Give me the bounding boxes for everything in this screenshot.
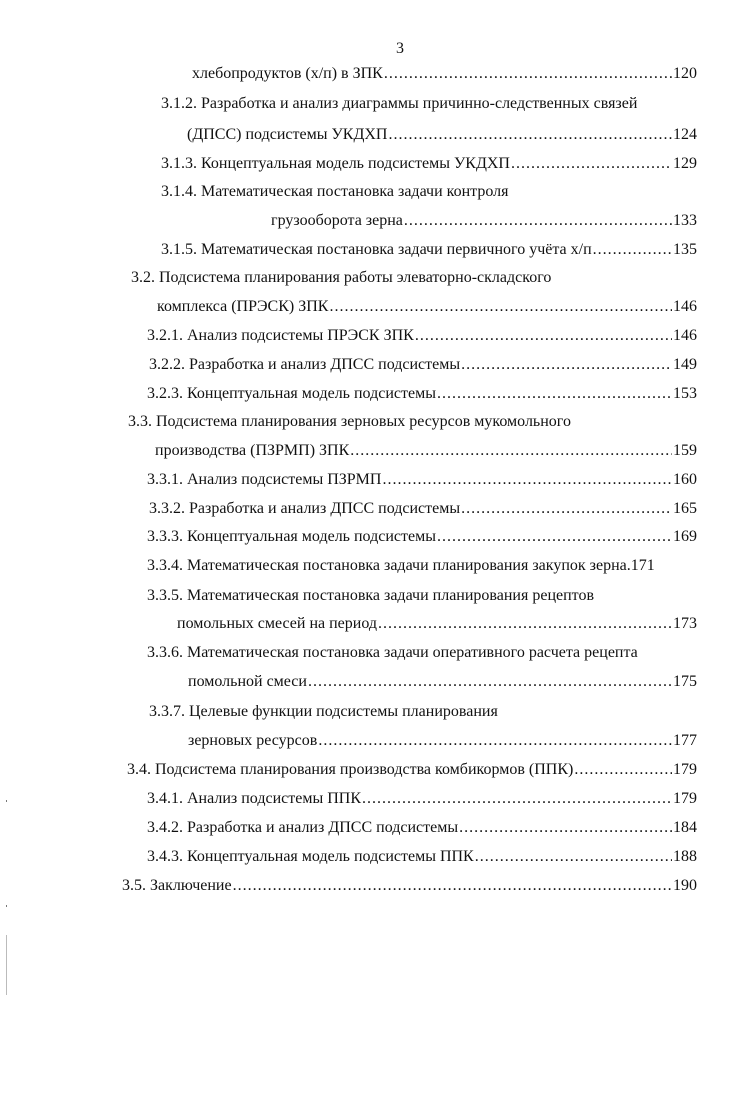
toc-leader <box>459 818 672 838</box>
toc-entry <box>188 731 697 751</box>
toc-entry <box>147 326 697 346</box>
toc-entry-title: 3.3.3. Концептуальная модель подсистемы <box>147 528 436 545</box>
toc-entry-page: 184 <box>673 819 697 836</box>
toc-entry-title: 3.4.1. Анализ подсистемы ППК <box>147 790 361 807</box>
toc-leader <box>388 125 672 145</box>
toc-entry-title: 3.4.2. Разработка и анализ ДПСС подсистемы <box>147 819 459 836</box>
toc-entry-page: 124 <box>673 126 697 143</box>
toc-leader <box>461 355 672 375</box>
scan-margin-mark <box>6 905 7 907</box>
toc-leader <box>318 731 672 751</box>
toc-entry <box>187 125 697 145</box>
toc-entry <box>161 154 697 174</box>
toc-entry-title: 3.5. Заключение <box>122 877 232 894</box>
toc-entry-page: 179 <box>673 761 697 778</box>
toc-entry <box>155 441 697 461</box>
toc-leader <box>308 672 672 692</box>
toc-entry-title: 3.3.4. Математическая постановка задачи планирования закупок зерна. <box>147 557 631 574</box>
toc-leader <box>384 64 672 84</box>
toc-entry-page: 146 <box>673 298 697 315</box>
toc-leader <box>329 297 672 317</box>
toc-entry <box>147 818 697 838</box>
toc-entry <box>147 789 697 809</box>
toc-leader <box>415 326 672 346</box>
toc-entry <box>188 672 697 692</box>
toc-entry <box>177 614 697 634</box>
toc-entry-page: 169 <box>673 528 697 545</box>
page-number: 3 <box>396 40 404 57</box>
toc-entry-title: комплекса (ПРЭСК) ЗПК <box>157 298 329 315</box>
toc-entry-title-line1: 3.2. Подсистема планирования работы элеваторно-складского <box>131 269 552 286</box>
toc-leader <box>362 789 672 809</box>
toc-entry-title: 3.2.2. Разработка и анализ ДПСС подсистемы <box>149 356 461 373</box>
toc-entry <box>147 527 697 547</box>
toc-entry <box>147 384 697 404</box>
toc-leader <box>475 847 672 867</box>
toc-entry-title-line1: 3.3. Подсистема планирования зерновых ресурсов мукомольного <box>128 413 571 430</box>
toc-entry-title-line1: 3.1.4. Математическая постановка задачи контроля <box>161 183 509 200</box>
toc-entry <box>271 211 697 231</box>
toc-leader <box>382 470 672 490</box>
scan-margin-mark <box>6 800 7 802</box>
toc-entry <box>149 499 697 519</box>
toc-entry-page: 159 <box>673 442 697 459</box>
toc-leader <box>404 211 672 231</box>
toc-entry-title-line1: 3.1.2. Разработка и анализ диаграммы причинно-следственных связей <box>161 95 638 112</box>
toc-entry <box>157 297 697 317</box>
toc-entry-title: 3.4. Подсистема планирования производства комбикормов (ППК) <box>127 761 574 778</box>
toc-entry-title-line1: 3.3.5. Математическая постановка задачи планирования рецептов <box>147 587 595 604</box>
toc-entry-title: 3.1.5. Математическая постановка задачи первичного учёта х/п <box>161 241 592 258</box>
toc-entry-title: производства (ПЗРМП) ЗПК <box>155 442 350 459</box>
toc-entry-page: 160 <box>673 471 697 488</box>
toc-entry-page: 120 <box>673 65 697 82</box>
toc-entry-title: хлебопродуктов (х/п) в ЗПК <box>192 65 383 82</box>
toc-entry-page: 179 <box>673 790 697 807</box>
toc-entry-title: 3.2.3. Концептуальная модель подсистемы <box>147 385 436 402</box>
toc-entry <box>122 876 697 896</box>
toc-entry-title: 3.4.3. Концептуальная модель подсистемы ППК <box>147 848 474 865</box>
toc-entry-page: 153 <box>673 385 697 402</box>
toc-entry <box>149 355 697 375</box>
toc-entry-title: 3.1.3. Концептуальная модель подсистемы УКДХП <box>161 155 510 172</box>
toc-leader <box>461 499 672 519</box>
toc-entry-page: 149 <box>673 356 697 373</box>
toc-entry <box>127 760 697 780</box>
toc-entry-title-line1: 3.3.6. Математическая постановка задачи оперативного расчета рецепта <box>147 644 638 661</box>
toc-entry-title: зерновых ресурсов <box>188 732 318 749</box>
toc-leader <box>593 240 672 260</box>
toc-entry <box>161 240 697 260</box>
toc-leader <box>437 384 672 404</box>
toc-entry <box>192 64 697 84</box>
toc-leader <box>350 441 672 461</box>
toc-entry-page: 133 <box>673 212 697 229</box>
toc-entry-page: 190 <box>673 877 697 894</box>
toc-leader <box>574 760 672 780</box>
toc-entry-title-line1: 3.3.7. Целевые функции подсистемы планирования <box>149 703 498 720</box>
toc-entry <box>147 847 697 867</box>
toc-entry-page: 173 <box>673 615 697 632</box>
toc-entry-title: (ДПСС) подсистемы УКДХП <box>187 126 388 143</box>
toc-leader <box>233 876 672 896</box>
toc-entry-page: 135 <box>673 241 697 258</box>
toc-entry-title: помольных смесей на период <box>177 615 378 632</box>
toc-entry <box>147 556 655 576</box>
toc-entry-title: 3.2.1. Анализ подсистемы ПРЭСК ЗПК <box>147 327 414 344</box>
toc-entry-title: грузооборота зерна <box>271 212 403 229</box>
toc-leader <box>378 614 672 634</box>
toc-entry-title: помольной смеси <box>188 673 307 690</box>
toc-entry-page: 177 <box>673 732 697 749</box>
toc-entry-page: 188 <box>673 848 697 865</box>
toc-entry-page: 165 <box>673 500 697 517</box>
scan-margin-mark <box>6 935 7 995</box>
toc-entry-page: 175 <box>673 673 697 690</box>
toc-leader <box>437 527 672 547</box>
toc-leader <box>511 154 672 174</box>
toc-entry-page: 129 <box>673 155 697 172</box>
toc-entry-title: 3.3.2. Разработка и анализ ДПСС подсистемы <box>149 500 461 517</box>
toc-entry <box>147 470 697 490</box>
toc-entry-page: 171 <box>630 557 655 574</box>
toc-entry-title: 3.3.1. Анализ подсистемы ПЗРМП <box>147 471 382 488</box>
toc-entry-page: 146 <box>673 327 697 344</box>
